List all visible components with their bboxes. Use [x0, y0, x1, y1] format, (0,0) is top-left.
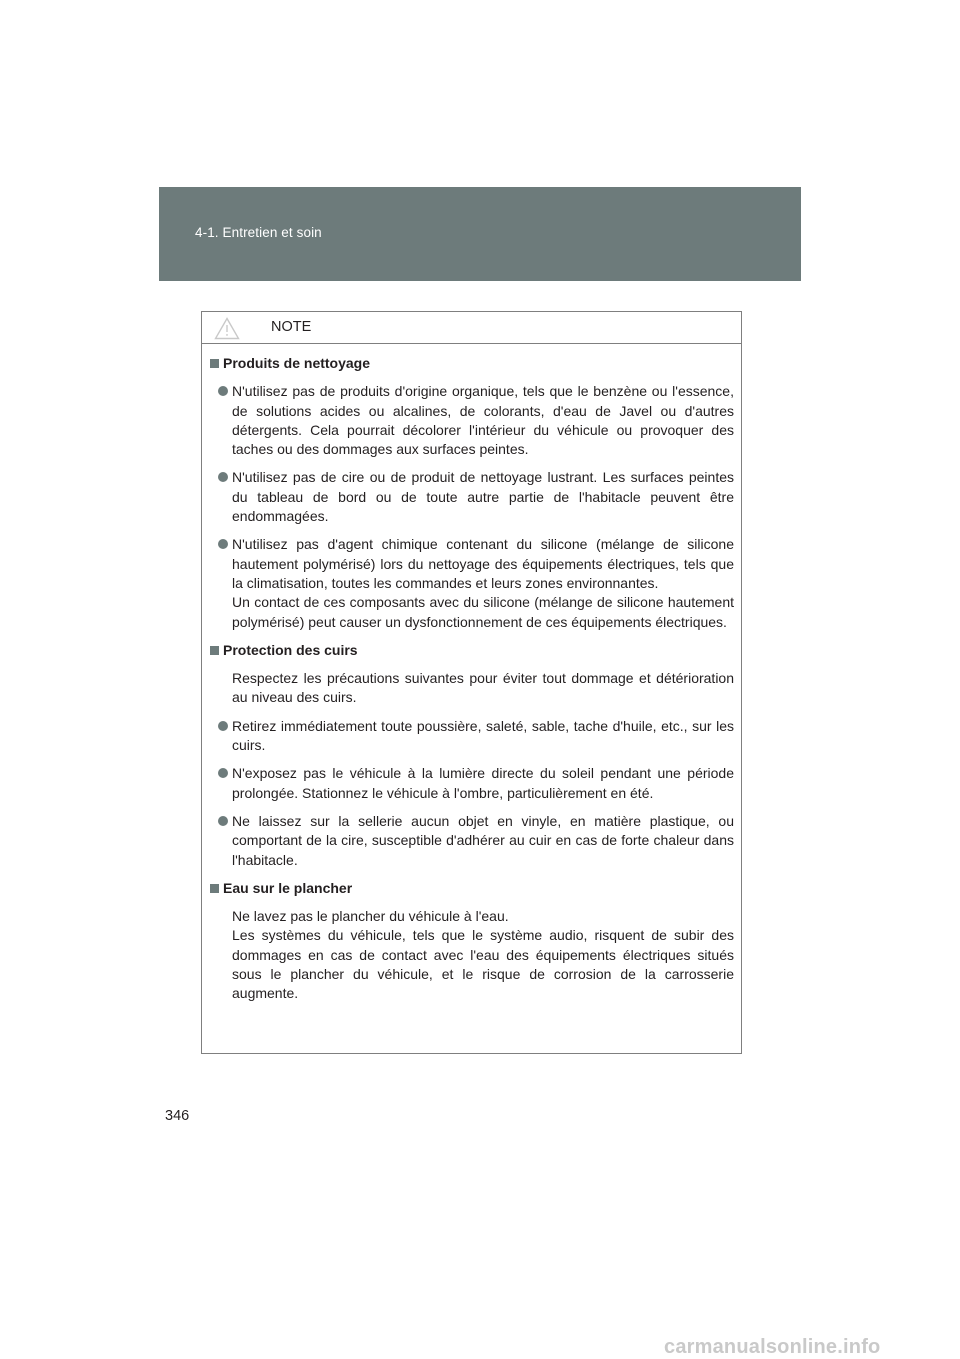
- section-heading: Produits de nettoyage: [210, 354, 734, 373]
- bullet-item: N'utilisez pas de cire ou de produit de nettoyage lustrant. Les surfaces peintes du tableau de bord ou de toute autre partie de l'habitacle peuvent être endommagées.: [210, 468, 734, 526]
- circle-bullet-icon: [218, 539, 228, 549]
- circle-bullet-icon: [218, 386, 228, 396]
- bullet-item: Ne laissez sur la sellerie aucun objet en vinyle, en matière plastique, ou comportant de la cire, susceptible d'adhérer au cuir en cas de forte chaleur dans l'habitacle.: [210, 812, 734, 870]
- square-bullet-icon: [210, 884, 219, 893]
- section-header-band: [159, 187, 801, 281]
- section-heading: Eau sur le plancher: [210, 879, 734, 898]
- page-number: 346: [165, 1108, 190, 1124]
- bullet-item: Retirez immédiatement toute poussière, saleté, sable, tache d'huile, etc., sur les cuirs.: [210, 717, 734, 756]
- square-bullet-icon: [210, 646, 219, 655]
- watermark: carmanualsonline.info: [664, 1336, 881, 1358]
- section-title: 4-1. Entretien et soin: [195, 225, 322, 240]
- circle-bullet-icon: [218, 768, 228, 778]
- note-body: [202, 344, 741, 1004]
- section-intro: Respectez les précautions suivantes pour éviter tout dommage et détérioration au niveau des cuirs.: [232, 670, 734, 706]
- section-paragraphs: Ne lavez pas le plancher du véhicule à l'eau. Les systèmes du véhicule, tels que le système audio, risquent de subir des dommages en cas de contact avec l'eau des équipements électriques situés sous le plancher du véhicule, et le risque de corrosion de la carrosserie augmente.: [232, 908, 734, 1002]
- note-header: [202, 312, 741, 344]
- circle-bullet-icon: [218, 816, 228, 826]
- note-title: NOTE: [271, 319, 312, 335]
- section-heading: Protection des cuirs: [210, 641, 734, 660]
- bullet-item: N'exposez pas le véhicule à la lumière directe du soleil pendant une période prolongée. Stationnez le véhicule à l'ombre, particulièrement en été.: [210, 764, 734, 803]
- circle-bullet-icon: [218, 721, 228, 731]
- warning-triangle-icon: [214, 317, 240, 340]
- square-bullet-icon: [210, 359, 219, 368]
- bullet-item: N'utilisez pas de produits d'origine organique, tels que le benzène ou l'essence, de solutions acides ou alcalines, de colorants, d'eau de Javel ou d'autres détergents. Cela pourrait décolorer l'intérieur du véhicule ou provoquer des taches ou des dommages aux surfaces peintes.: [210, 382, 734, 459]
- circle-bullet-icon: [218, 472, 228, 482]
- bullet-item: N'utilisez pas d'agent chimique contenant du silicone (mélange de silicone hautement polymérisé) lors du nettoyage des équipements électriques, tels que la climatisation, toutes les commandes et leurs zones environnantes. Un contact de ces composants avec du silicone (mélange de silicone hautement polymérisé) peut causer un dysfonctionnement de ces équipements électriques.: [210, 535, 734, 631]
- note-box: [201, 311, 742, 1054]
